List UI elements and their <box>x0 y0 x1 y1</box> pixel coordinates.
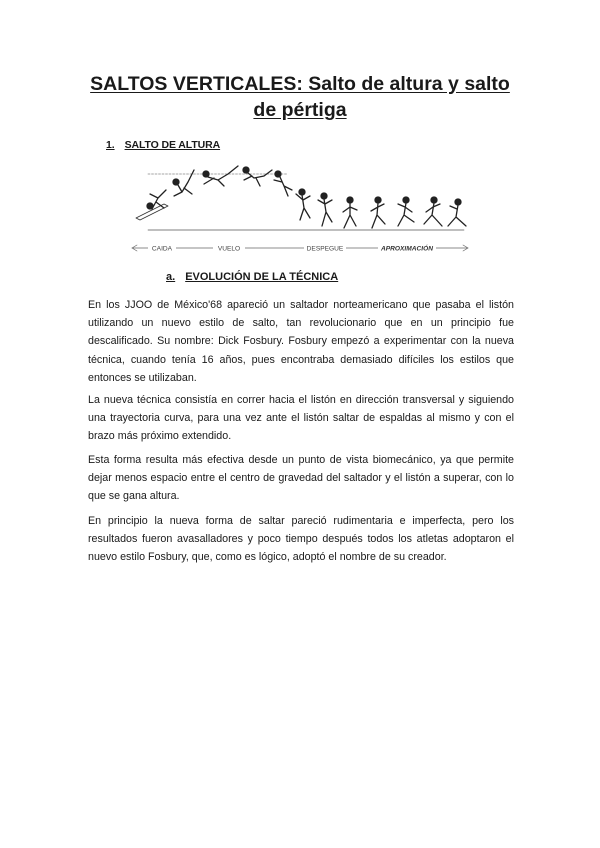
subsection-heading <box>166 271 338 283</box>
subsection-letter: a. <box>166 271 176 283</box>
paragraph-4: En principio la nueva forma de saltar pareció rudimentaria e imperfecta, pero los resultados fueron avasalladores y poco tiempo después todos los atletas adoptaron el nuevo estilo Fosbury, que, como es lógico, adoptó el nombre de su creador. <box>88 515 514 564</box>
section-heading <box>106 139 220 151</box>
section-heading-text: SALTO DE ALTURA <box>124 139 221 151</box>
phase-label-vuelo: VUELO <box>217 245 241 253</box>
phase-label-despegue: DESPEGUE <box>306 245 344 253</box>
subsection-heading-text: EVOLUCIÓN DE LA TÉCNICA <box>185 271 339 283</box>
paragraph-3: Esta forma resulta más efectiva desde un punto de vista biomecánico, ya que permite dejar menos espacio entre el centro de gravedad del saltador y el listón a superar, con lo que se gana altura. <box>88 454 514 503</box>
high-jump-sequence-illustration <box>128 160 472 258</box>
phase-label-caida: CAIDA <box>151 245 173 253</box>
phase-label-aproximacion: APROXIMACIÓN <box>380 245 434 253</box>
document-title: SALTOS VERTICALES: Salto de altura y salto de pértiga <box>90 73 510 121</box>
paragraph-2: La nueva técnica consistía en correr hacia el listón en dirección transversal y siguiendo una trayectoria curva, para una vez ante el listón saltar de espaldas al mismo y con el brazo más próximo extendido. <box>88 394 514 443</box>
paragraph-1: En los JJOO de México'68 apareció un saltador norteamericano que pasaba el listón utilizando un nuevo estilo de salto, tan revolucionario que en un principio fue descalificado. Su nombre: Dick Fosbury. Fosbury empezó a experimentar con la nueva técnica, cuando tenía 16 años, pues encontraba demasiado difíciles los estilos que entonces se utilizaban. <box>88 299 514 384</box>
section-number: 1. <box>106 139 115 151</box>
